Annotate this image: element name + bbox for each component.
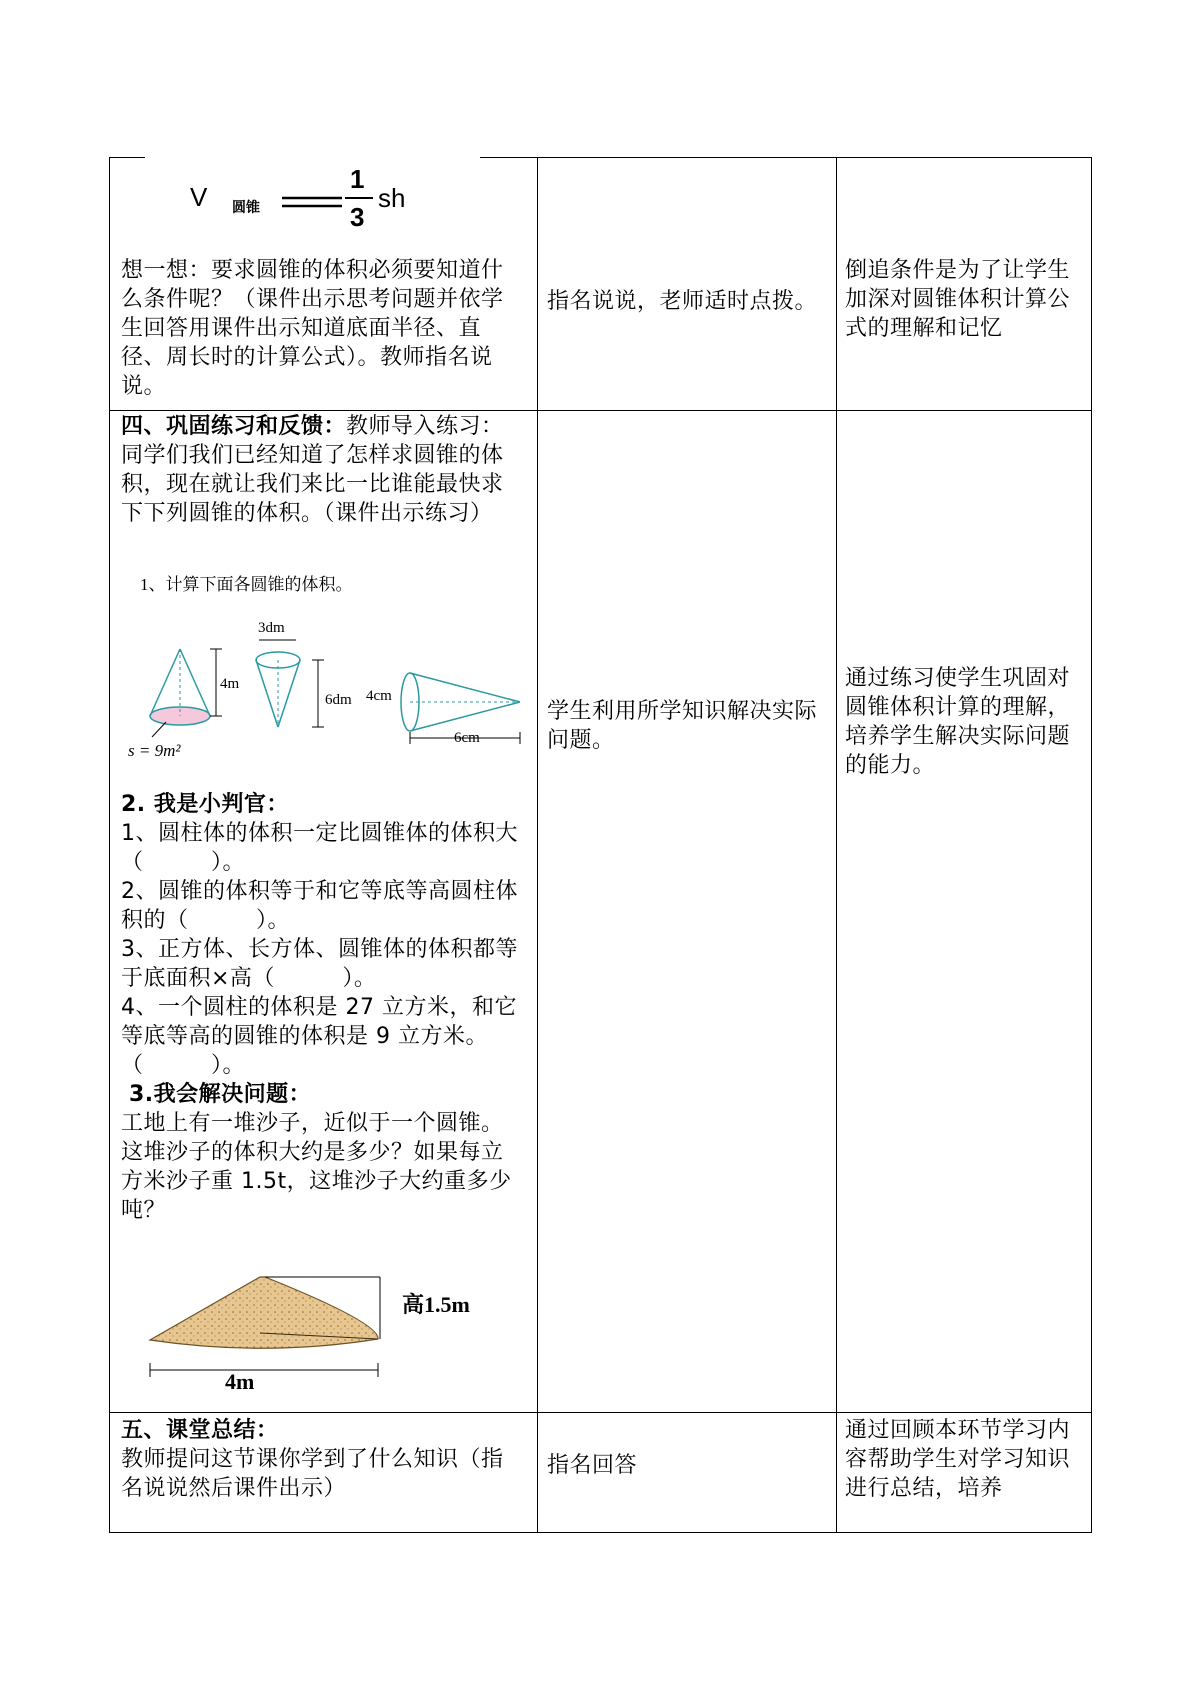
sand-diameter-label: 4m — [225, 1369, 255, 1394]
formula-v: V — [190, 182, 208, 212]
row3-heading: 五、课堂总结： — [121, 1418, 279, 1443]
row2-student-activity: 学生利用所学知识解决实际问题。 — [547, 699, 818, 753]
cone2-left-edge — [256, 660, 278, 727]
judge-item-1: 1、圆柱体的体积一定比圆锥体的体积大（ ）。 — [121, 821, 518, 875]
row1-teacher-activity: 想一想：要求圆锥的体积必须要知道什么条件呢？（课件出示思考问题并依学生回答用课件出示知道底面半径、直径、周长时的计算公式）。教师指名说说。 — [121, 258, 504, 399]
formula-subscript: 圆锥 — [232, 200, 260, 216]
sand-height-label: 高1.5m — [402, 1292, 470, 1317]
exercise1-title: 1、计算下面各圆锥的体积。 — [140, 575, 353, 594]
solve-title: 3.我会解决问题： — [129, 1082, 312, 1107]
table-col-divider-1 — [537, 157, 538, 1533]
cone1-height-label: 4m — [220, 676, 240, 692]
cone3-top-edge — [410, 673, 520, 702]
judge-item-4: 4、一个圆柱的体积是 27 立方米，和它等底等高的圆锥的体积是 9 立方米。（ ）。 — [121, 995, 517, 1078]
cone3-diameter-label: 4cm — [366, 688, 392, 704]
cone-figure-3 — [366, 673, 520, 746]
formula-denominator: 3 — [350, 202, 365, 232]
cone2-diameter-label: 3dm — [258, 620, 285, 636]
cone1-area-pointer — [152, 722, 166, 737]
row3-student-activity: 指名回答 — [547, 1453, 638, 1478]
cone-figures — [120, 620, 530, 770]
table-left-border — [109, 157, 110, 1533]
row2-design-intent: 通过练习使学生巩固对圆锥体积计算的理解，培养学生解决实际问题的能力。 — [845, 666, 1071, 778]
row3-text: 教师提问这节课你学到了什么知识（指名说说然后课件出示） — [121, 1447, 504, 1501]
cone-figure-1 — [128, 649, 240, 760]
judge-section — [121, 790, 521, 1225]
row1-student-activity: 指名说说，老师适时点拨。 — [547, 289, 818, 314]
judge-title: 2. 我是小判官： — [121, 792, 289, 817]
judge-item-2: 2、圆锥的体积等于和它等底等高圆柱体积的（ ）。 — [121, 879, 518, 933]
row3-design-intent: 通过回顾本环节学习内容帮助学生对学习知识进行总结，培养 — [845, 1418, 1071, 1501]
row2-intro-block — [121, 412, 521, 528]
formula-sh: sh — [378, 183, 406, 213]
row2-intro: 教师导入练习：同学们我们已经知道了怎样求圆锥的体积，现在就让我们来比一比谁能最快求下下列圆锥的体积。（课件出示练习） — [121, 414, 504, 526]
table-top-border-left — [109, 157, 145, 158]
judge-item-3: 3、正方体、长方体、圆锥体的体积都等于底面积×高（ ）。 — [121, 937, 518, 991]
cone2-height-label: 6dm — [325, 692, 352, 708]
cone1-right-edge — [180, 649, 210, 716]
cone3-bottom-edge — [410, 702, 520, 731]
table-col-divider-2 — [836, 157, 837, 1533]
table-bottom-border — [109, 1532, 1092, 1533]
row1-design-intent: 倒追条件是为了让学生加深对圆锥体积计算公式的理解和记忆 — [845, 258, 1071, 341]
cone2-right-edge — [278, 660, 300, 727]
solve-text: 工地上有一堆沙子，近似于一个圆锥。这堆沙子的体积大约是多少？如果每立方米沙子重 1.5t，这堆沙子大约重多少吨？ — [121, 1111, 512, 1223]
sand-pile-figure — [140, 1275, 520, 1395]
cone-figure-2 — [256, 620, 352, 727]
cone3-height-label: 6cm — [454, 730, 480, 746]
cone1-area-label: s = 9m² — [128, 741, 181, 760]
row3-teacher-activity — [121, 1416, 521, 1503]
table-top-border-right — [480, 157, 1092, 158]
cone-volume-formula — [180, 160, 460, 235]
table-row-divider-1 — [109, 410, 1092, 411]
formula-numerator: 1 — [350, 164, 365, 194]
cone1-left-edge — [150, 649, 180, 716]
table-row-divider-2 — [109, 1412, 1092, 1413]
table-right-border — [1091, 157, 1092, 1533]
row2-heading: 四、巩固练习和反馈： — [121, 414, 347, 439]
